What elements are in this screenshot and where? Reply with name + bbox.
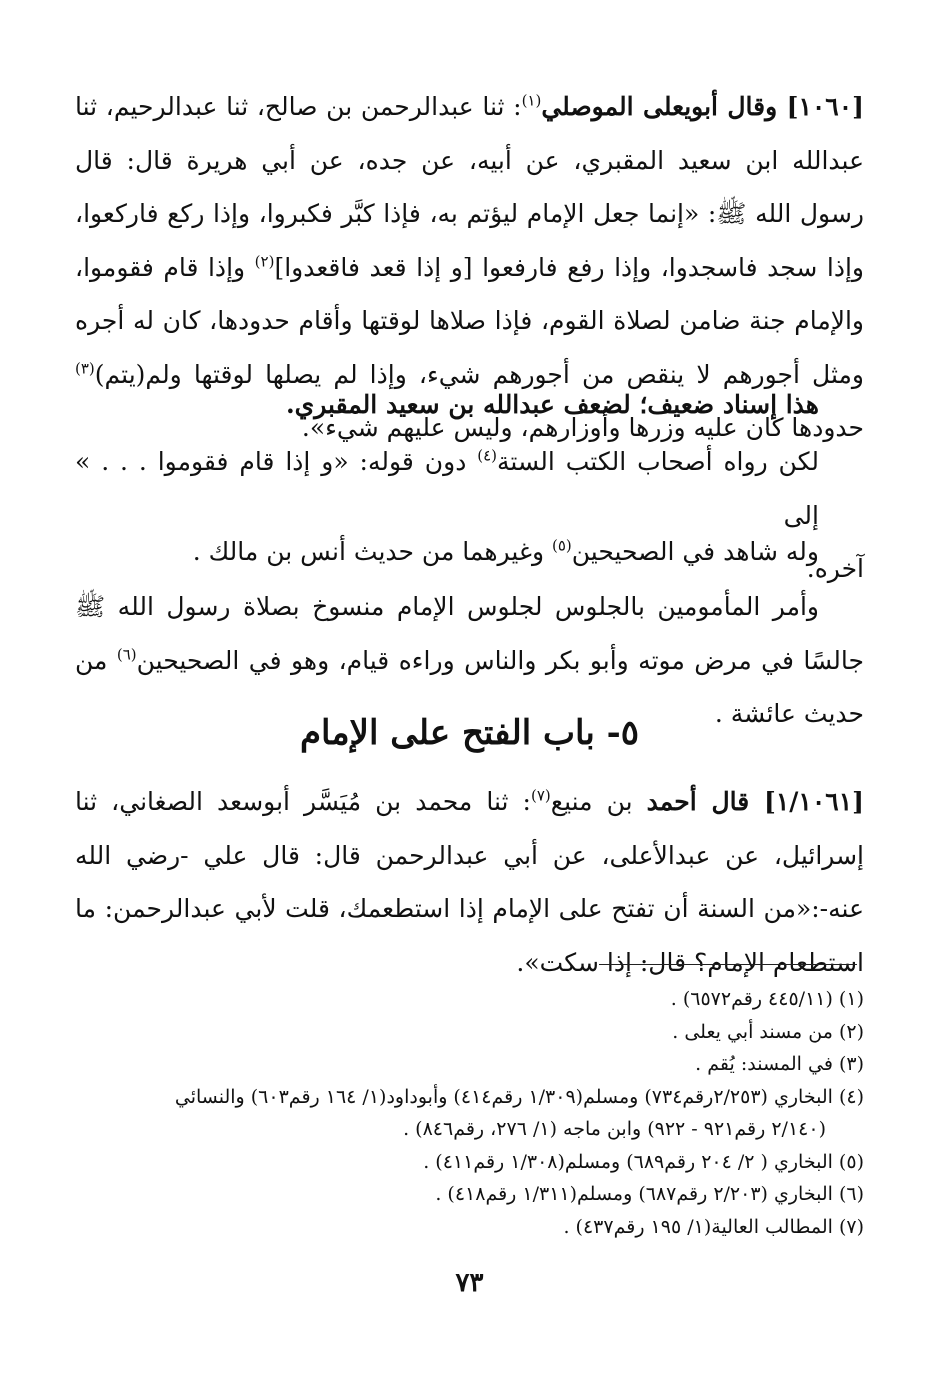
footnote-3: (٣) في المسند: يُقم .: [695, 1053, 864, 1075]
footnote-ref-7[interactable]: (٧): [530, 786, 551, 805]
witness-text: وله شاهد في الصحيحين: [571, 537, 819, 566]
footnote-6: (٦) البخاري (٢/٢٠٣ رقم٦٨٧) ومسلم(١/٣١١ رقم٤١٨) .: [435, 1183, 864, 1205]
footnote-4: (٤) البخاري (٢/٢٥٣رقم٧٣٤) ومسلم(١/٣٠٩ رقم٤١٤) وأبوداود(١/ ١٦٤ رقم٦٠٣) والنسائي: [174, 1085, 864, 1108]
hadith-1060-intro: [١٠٦٠] وقال أبويعلى الموصلي: [541, 92, 865, 121]
hadith-1060-text: : ثنا عبدالرحمن بن صالح، ثنا عبدالرحيم، ثنا عبدالله ابن سعيد المقبري، عن أبيه، عن جده، عن أبي هريرة قال: قال رسول الله ﷺ: «إنما جعل الإمام ليؤتم به، فإذا كبَّر فكبروا، وإذا ركع فاركعوا، وإذا سجد فاسجدوا، وإذا رفع فارفعوا [و إذا قعد فاقعدوا]: [75, 92, 864, 282]
hadith-1061-text: بن منيع: [550, 787, 647, 816]
hadith-1060-text-3: حدودها كان عليه وزرها وأوزارهم، وليس عليهم شيء».: [301, 413, 864, 442]
six-books-text-2: دون قوله: «و إذا قام فقوموا . . . » إلى: [75, 447, 819, 530]
footnote-1: (١) (٤٤٥/١١ رقم٦٥٧٢) .: [670, 988, 864, 1010]
six-books-continuation: آخره.: [806, 554, 864, 583]
witness-text-2: وغيرهما من حديث أنس بن مالك .: [192, 537, 552, 566]
abrogation-text-2: من حديث عائشة .: [75, 645, 864, 728]
footnote-5: (٥) البخاري ( ٢/ ٢٠٤ رقم٦٨٩) ومسلم(١/٣٠٨ رقم٤١١) .: [423, 1150, 864, 1173]
hadith-1061-intro: [١/١٠٦١] قال أحمد: [646, 787, 864, 816]
footnote-divider: [599, 964, 857, 965]
abrogation-text: وأمر المأمومين بالجلوس لجلوس الإمام منسوخ بصلاة رسول الله ﷺ جالسًا في مرض موته وأبو بكر والناس وراءه قيام، وهو في الصحيحين: [75, 592, 864, 675]
hadith-1061-text-2: : ثنا محمد بن مُيَسَّر أبوسعد الصغاني، ثنا إسرائيل، عن عبدالأعلى، عن أبي عبدالرحمن قال: قال علي -رضي الله عنه-:«من السنة أن تفتح على الإمام إذا استطعمك، قلت لأبي عبدالرحمن: ما استطعام الإمام؟ قال: إذا سكت».: [75, 787, 864, 977]
hadith-1060-text-2: وإذا قام فقوموا، والإمام جنة ضامن لصلاة القوم، فإذا صلاها لوقتها وأقام حدودها، كان له أجره ومثل أجورهم لا ينقص من أجورهم شيء، وإذا لم يصلها لوقتها ولم(يتم): [75, 252, 864, 389]
hadith-1061-paragraph: [75, 775, 864, 989]
grading-paragraph: [75, 378, 819, 432]
witness-paragraph: [75, 525, 819, 579]
footnote-ref-4[interactable]: (٤): [477, 446, 498, 465]
footnote-ref-1[interactable]: (١): [521, 91, 542, 110]
page-number: ٧٣: [455, 1268, 484, 1298]
footnote-ref-3[interactable]: (٣): [75, 359, 95, 378]
footnote-ref-2[interactable]: (٢): [254, 252, 275, 271]
grading-text: هذا إسناد ضعيف؛ لضعف عبدالله بن سعيد المقبري.: [285, 390, 819, 419]
footnote-ref-6[interactable]: (٦): [116, 645, 137, 664]
footnote-4-continuation: (٢/١٤٠ رقم٩٢١ - ٩٢٢) وابن ماجه (١/ ٢٧٦، رقم٨٤٦) .: [403, 1118, 826, 1140]
footnote-ref-5[interactable]: (٥): [551, 536, 572, 555]
chapter-heading: ٥- باب الفتح على الإمام: [299, 713, 640, 753]
six-books-text: لكن رواه أصحاب الكتب الستة: [497, 447, 820, 476]
footnotes: [60, 983, 864, 1243]
footnote-7: (٧) المطالب العالية(١/ ١٩٥ رقم٤٣٧) .: [563, 1215, 864, 1238]
footnote-2: (٢) من مسند أبي يعلى .: [672, 1020, 864, 1043]
